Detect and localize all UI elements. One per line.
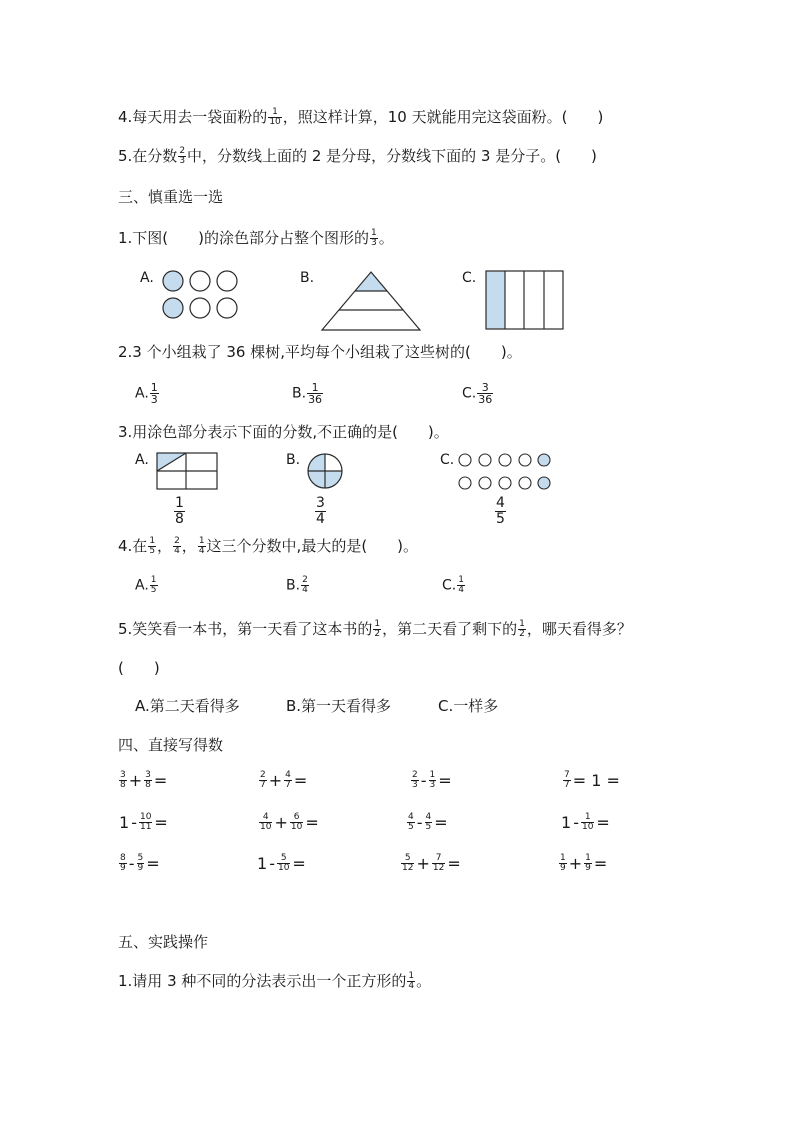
q2-option-c[interactable]: C. $\frac{3}{36}$ (462, 381, 493, 406)
equation: $\frac{1}{9}$ + $\frac{1}{9}$ = (560, 853, 608, 873)
judge-q5: 5.在分数 $\frac{2}{3}$ 中，分数线上面的 2 是分母，分数线下面的 3 是分子。( ) (118, 146, 597, 166)
equation: 1 - $\frac{5}{10}$ = (257, 853, 306, 873)
q5-option-a[interactable]: A.第二天看得多 (135, 697, 240, 715)
equation: 1 - $\frac{1}{10}$ = (561, 812, 610, 832)
equation: $\frac{2}{7}$ + $\frac{4}{7}$ = (260, 770, 308, 790)
equation: $\frac{7}{7}$ = 1 = (564, 770, 620, 790)
practice-q1: 1.请用 3 种不同的分法表示出一个正方形的 $\frac{1}{4}$ 。 (118, 971, 432, 991)
fraction: $\frac{2}{3}$ (179, 146, 186, 166)
equation: $\frac{4}{5}$ - $\frac{4}{5}$ = (408, 812, 448, 832)
equation: $\frac{2}{3}$ - $\frac{1}{3}$ = (412, 770, 452, 790)
section-4-title: 四、直接写得数 (118, 736, 224, 754)
q3-option-b-label[interactable]: B. (286, 452, 301, 468)
choice-q2: 2.3 个小组栽了 36 棵树,平均每个小组栽了这些树的( )。 (118, 343, 522, 361)
equation: $\frac{4}{10}$ + $\frac{6}{10}$ = (260, 812, 319, 832)
option-c-label[interactable]: C. (462, 270, 477, 286)
q2-option-b[interactable]: B. $\frac{1}{36}$ (292, 381, 323, 406)
q3-fraction-a: $\frac{1}{8}$ (175, 495, 184, 527)
equation: $\frac{5}{12}$ + $\frac{7}{12}$ = (402, 853, 461, 873)
triangle-figure-b (320, 270, 422, 332)
equation: $\frac{8}{9}$ - $\frac{5}{9}$ = (120, 853, 160, 873)
judge-q4: 4.每天用去一袋面粉的 $\frac{1}{10}$ ，照这样计算，10 天就能用完这袋面粉。( ) (118, 107, 604, 127)
q3-fraction-b: $\frac{3}{4}$ (316, 495, 325, 527)
fraction: $\frac{1}{3}$ (371, 228, 377, 248)
circle-figure-b (306, 452, 344, 490)
option-a-label[interactable]: A. (140, 270, 154, 286)
q4-option-a[interactable]: A. $\frac{1}{5}$ (135, 575, 157, 595)
q3-fraction-c: $\frac{4}{5}$ (496, 495, 505, 527)
q5-option-c[interactable]: C.一样多 (438, 697, 499, 715)
option-b-label[interactable]: B. (300, 270, 315, 286)
q4-option-c[interactable]: C. $\frac{1}{4}$ (442, 575, 464, 595)
q4-option-b[interactable]: B. $\frac{2}{4}$ (286, 575, 308, 595)
q3-option-c-label[interactable]: C. (440, 452, 455, 468)
q2-option-a[interactable]: A. $\frac{1}{3}$ (135, 381, 158, 406)
choice-q4: 4.在 $\frac{1}{5}$ ， $\frac{2}{4}$ ， $\frac{1}{4}$ 这三个分数中,最大的是( )。 (118, 536, 419, 556)
dots-figure-c (458, 452, 554, 492)
choice-q1: 1.下图( )的涂色部分占整个图形的 $\frac{1}{3}$ 。 (118, 228, 394, 248)
choice-q5: 5.笑笑看一本书，第一天看了这本书的 $\frac{1}{2}$ ，第二天看了剩下的 $\frac{1}{2}$ ，哪天看得多？ (118, 619, 632, 639)
q5-blank[interactable]: ( ) (118, 659, 160, 677)
rectangle-figure-c (485, 270, 565, 330)
choice-q3: 3.用涂色部分表示下面的分数,不正确的是( )。 (118, 423, 449, 441)
equation: $\frac{3}{8}$ + $\frac{3}{8}$ = (120, 770, 168, 790)
circles-figure-a (160, 268, 240, 322)
grid-figure-a (156, 452, 218, 490)
equation: 1 - $\frac{10}{11}$ = (119, 812, 168, 832)
section-3-title: 三、慎重选一选 (118, 188, 224, 206)
q3-option-a-label[interactable]: A. (135, 452, 149, 468)
section-5-title: 五、实践操作 (118, 933, 209, 951)
q5-option-b[interactable]: B.第一天看得多 (286, 697, 392, 715)
fraction: $\frac{1}{10}$ (269, 107, 281, 127)
